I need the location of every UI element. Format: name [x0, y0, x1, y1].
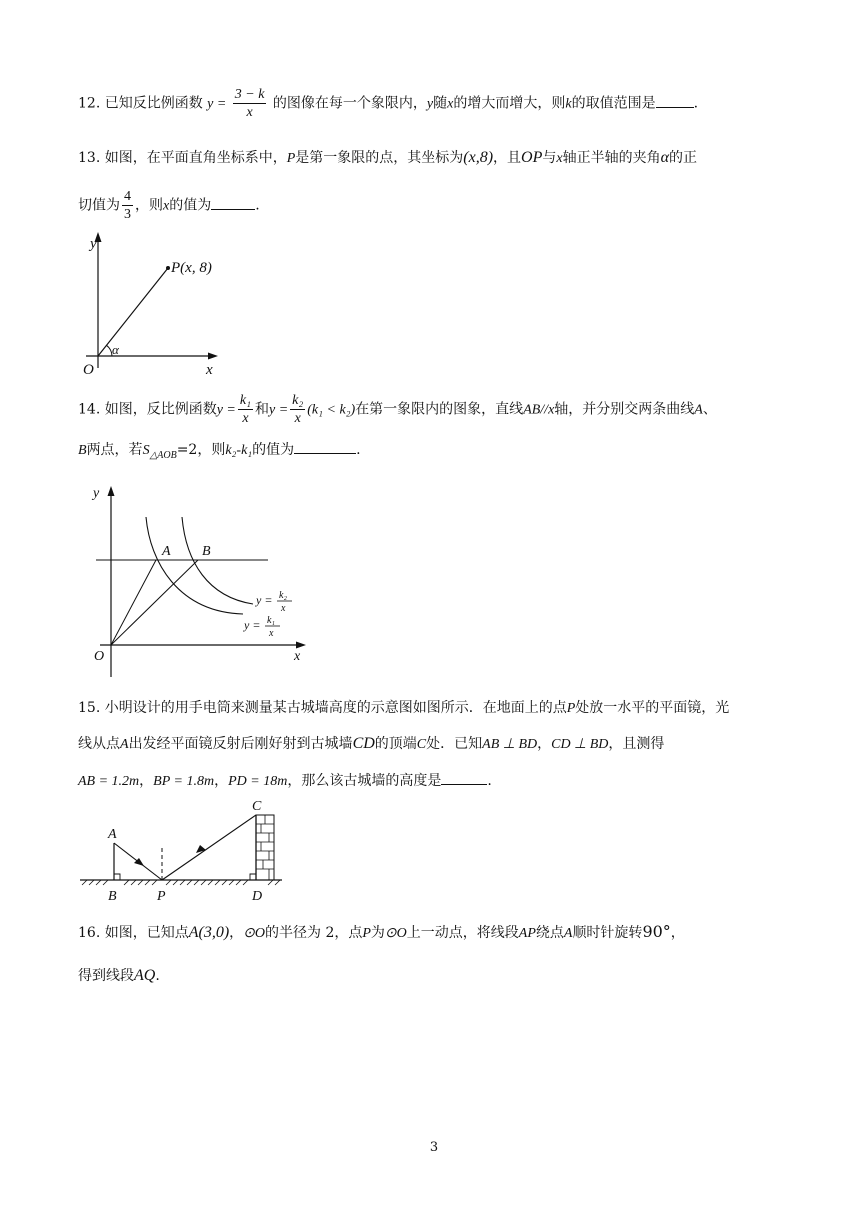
q13-text: 的正 — [669, 150, 697, 166]
curve1-denominator: x — [269, 628, 274, 639]
q14-text: =2，则 — [176, 442, 226, 458]
q12-text: 随 — [433, 95, 448, 112]
q12-numerator: 3 − k — [234, 87, 265, 102]
q16-text: 的半径为 2，点 — [265, 925, 363, 941]
q15-pd-value: PD = 18m — [228, 774, 288, 789]
q13-numerator: 4 — [124, 189, 131, 204]
y-axis-arrow — [108, 486, 115, 496]
q14-denominator: x — [294, 411, 301, 426]
q14-text: 14. 如图，反比例函数 — [78, 401, 217, 418]
q16-text: 得到线段 — [78, 968, 134, 984]
q12-var-y: y — [426, 96, 434, 112]
question-14 — [78, 392, 717, 427]
q15-bp-value: BP = 1.8m — [153, 774, 215, 789]
page-number: 3 — [429, 1140, 439, 1155]
q13-text: 13. 如图，在平面直角坐标系中， — [78, 150, 287, 166]
q12-y-equals: y = — [207, 96, 227, 112]
q15-segment-cd: CD — [352, 735, 375, 752]
y-label: y — [90, 236, 97, 252]
curve-k1 — [146, 517, 243, 614]
q13-segment-op: OP — [521, 149, 543, 166]
q13-end: . — [255, 197, 260, 214]
q13-text: 轴正半轴的夹角 — [562, 150, 661, 166]
curve1-label: y = — [244, 618, 261, 632]
answer-blank[interactable] — [656, 93, 694, 108]
q13-coordinate: (x,8) — [463, 149, 494, 166]
q15-text: ， — [537, 736, 552, 752]
y-label: y — [93, 486, 100, 501]
q13-text: 切值为 — [78, 197, 120, 214]
q14-y-equals: y = — [268, 402, 289, 418]
q16-var-a: A — [563, 926, 573, 941]
b-label: B — [202, 544, 211, 559]
q13-alpha: α — [660, 149, 669, 166]
q13-fraction — [122, 188, 133, 223]
q13-text: 的值为 — [169, 197, 212, 214]
q14-k-expression: k₂-k₁ — [225, 443, 253, 458]
q15-text: 的顶端 — [374, 736, 417, 752]
question-16 — [78, 922, 685, 944]
q14-denominator: x — [242, 411, 249, 426]
alpha-label: α — [112, 342, 119, 357]
q12-denominator: x — [246, 105, 253, 120]
question-14-line2 — [78, 439, 361, 466]
p-label: P — [157, 889, 166, 904]
figure-15 — [78, 798, 288, 908]
q14-text: 和 — [254, 401, 269, 418]
q15-var-a: A — [120, 737, 129, 752]
segment-ob — [111, 560, 198, 645]
q15-text: 处放一水平的平面镜，光 — [575, 700, 730, 716]
q12-fraction — [233, 86, 267, 121]
q14-numerator: k₂ — [292, 393, 304, 408]
q16-text: ， — [229, 925, 244, 941]
origin-label: O — [94, 649, 105, 664]
q14-text: 的值为 — [252, 442, 295, 458]
question-15 — [78, 698, 729, 719]
q15-text: ， — [139, 773, 154, 789]
q14-area-s: S — [142, 443, 150, 458]
q14-numerator: k₁ — [239, 393, 251, 408]
q15-text: 处．已知 — [426, 736, 483, 752]
curve2-denominator: x — [281, 603, 286, 614]
q14-text: 轴，并分别交两条曲线 — [554, 401, 695, 418]
ground-hatching — [82, 880, 280, 885]
curve2-label: y = — [256, 593, 273, 607]
q14-text: 在第一象限内的图象，直线 — [355, 401, 524, 418]
q16-var-p: P — [362, 926, 371, 941]
b-label: B — [108, 889, 117, 904]
question-13 — [78, 148, 697, 169]
q16-circle-o: ⊙O — [384, 926, 407, 941]
q14-y-equals: y = — [216, 402, 236, 418]
wall-bricks — [256, 815, 274, 880]
q14-end: . — [356, 442, 361, 458]
q15-ab-value: AB = 1.2m — [78, 774, 140, 789]
right-angle-b — [114, 874, 120, 880]
q14-area-subscript: △AOB — [149, 449, 177, 461]
reflected-ray — [162, 815, 256, 880]
q13-text: 与 — [542, 150, 557, 166]
question-12 — [78, 86, 698, 121]
question-13-line2 — [78, 188, 260, 223]
q16-circle-o: ⊙O — [243, 926, 265, 941]
a-label: A — [108, 827, 117, 842]
figure-14 — [78, 482, 318, 682]
q12-text: 的图像在每一个象限内， — [272, 95, 427, 112]
q13-var-x: x — [556, 151, 563, 166]
q16-text: 16. 如图，已知点 — [78, 925, 189, 941]
q12-text: 的增大而增大，则 — [453, 95, 566, 112]
wall-outline — [256, 815, 274, 880]
q14-var-b: B — [78, 443, 87, 458]
q12-var-x: x — [447, 96, 454, 112]
question-16-line2 — [78, 966, 160, 986]
x-label: x — [294, 649, 301, 664]
q16-text: 绕点 — [535, 925, 564, 941]
reflected-arrow — [196, 845, 206, 853]
answer-blank[interactable] — [211, 195, 255, 210]
q14-text: 、 — [702, 401, 717, 418]
q14-ab-parallel: AB//x — [523, 402, 555, 418]
x-axis-arrow — [296, 642, 306, 649]
q14-text: 两点，若 — [86, 442, 143, 458]
q15-text: 出发经平面镜反射后刚好射到古城墙 — [128, 736, 353, 752]
q16-text: 上一动点，将线段 — [406, 925, 519, 941]
q14-var-a: A — [694, 402, 703, 418]
q16-segment-aq: AQ — [134, 967, 156, 984]
q16-text: ， — [670, 925, 685, 941]
q14-fraction-1 — [238, 392, 253, 427]
question-15-line2 — [78, 734, 664, 755]
x-axis-arrow — [208, 353, 218, 360]
answer-blank[interactable] — [441, 770, 487, 785]
q15-text: ，且测得 — [608, 736, 665, 752]
question-15-line3 — [78, 770, 492, 792]
q13-var-p: P — [286, 151, 296, 166]
x-label: x — [206, 362, 213, 378]
q12-text: 的取值范围是 — [571, 95, 656, 112]
curve1-numerator: k₁ — [267, 615, 275, 626]
q12-text: 12. 已知反比例函数 — [78, 95, 203, 112]
c-label: C — [252, 799, 262, 814]
q16-segment-ap: AP — [518, 926, 536, 941]
point-p — [166, 266, 170, 270]
segment-op — [98, 268, 168, 356]
q14-fraction-2 — [290, 392, 305, 427]
q15-perp-1: AB ⊥ BD — [482, 737, 538, 752]
q16-text: 顺时针旋转 — [572, 925, 643, 941]
answer-blank[interactable] — [294, 439, 356, 454]
q15-var-c: C — [416, 737, 427, 752]
q16-angle: 90° — [642, 922, 671, 941]
origin-label: O — [83, 362, 94, 378]
q12-var-k: k — [565, 96, 572, 112]
q16-point-a: A(3,0) — [188, 924, 230, 941]
q13-text: 是第一象限的点，其坐标为 — [295, 150, 464, 166]
right-angle-d — [250, 874, 256, 880]
q13-var-x: x — [163, 198, 170, 214]
q15-perp-2: CD ⊥ BD — [551, 737, 609, 752]
q15-end: . — [487, 773, 492, 789]
q15-text: ， — [214, 773, 229, 789]
q14-condition: (k₁ < k₂) — [307, 402, 356, 418]
q15-text: 线从点 — [78, 736, 120, 752]
q13-text: ，且 — [493, 150, 522, 166]
q16-end: . — [155, 968, 160, 984]
figure-13 — [78, 228, 228, 378]
q16-text: 为 — [370, 925, 385, 941]
q15-text: 15. 小明设计的用手电筒来测量某古城墙高度的示意图如图所示．在地面上的点 — [78, 700, 567, 716]
q13-text: ，则 — [135, 197, 163, 214]
p-label: P(x, 8) — [171, 260, 212, 276]
curve2-numerator: k₂ — [279, 590, 287, 601]
q12-end: . — [693, 95, 699, 112]
q13-denominator: 3 — [124, 207, 131, 222]
segment-oa — [111, 560, 156, 645]
d-label: D — [252, 889, 263, 904]
a-label: A — [162, 544, 171, 559]
q15-text: ，那么该古城墙的高度是 — [287, 773, 442, 789]
q15-var-p: P — [566, 701, 576, 716]
